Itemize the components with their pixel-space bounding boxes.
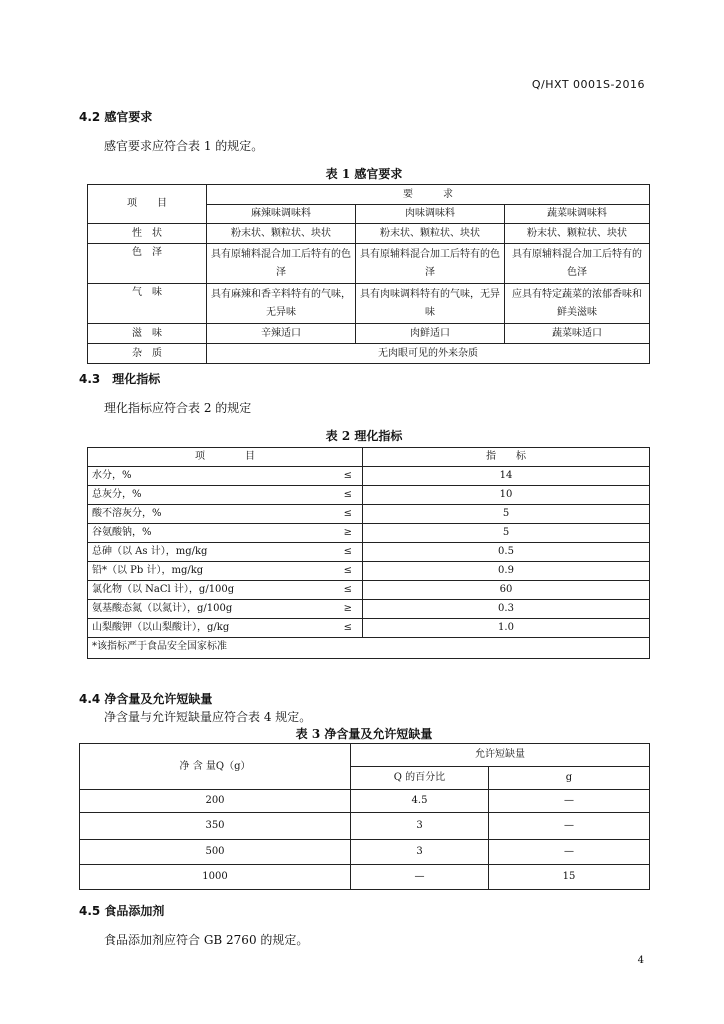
section-4-3-text: 理化指标应符合表 2 的规定 bbox=[104, 401, 252, 415]
comparison-symbol: ≤ bbox=[343, 622, 352, 633]
table-cell: — bbox=[489, 790, 650, 813]
table-2-label-text: 氨基酸态氮（以氮计），g/100g bbox=[92, 603, 233, 614]
table-2-item-header: 项 目 bbox=[88, 448, 363, 467]
table-2-value-header: 指 标 bbox=[363, 448, 650, 467]
table-cell: 粉末状、颗粒状、块状 bbox=[505, 224, 650, 244]
table-2-label-text: 总灰分，% bbox=[92, 489, 142, 500]
table-row bbox=[88, 486, 650, 505]
table-2-physicochemical bbox=[87, 447, 650, 659]
table-1-col-header: 蔬菜味调味料 bbox=[505, 205, 650, 224]
section-4-4-text: 净含量与允许短缺量应符合表 4 规定。 bbox=[104, 710, 312, 724]
table-cell: 4.5 bbox=[351, 790, 489, 813]
table-cell: 具有麻辣和香辛料特有的气味，无异味 bbox=[207, 284, 356, 324]
table-row bbox=[88, 543, 650, 562]
table-cell: 3 bbox=[351, 813, 489, 840]
table-row bbox=[80, 790, 650, 813]
table-2-note: *该指标严于食品安全国家标准 bbox=[88, 638, 650, 659]
table-row bbox=[88, 600, 650, 619]
table-2-label bbox=[88, 486, 363, 505]
table-3-net-content bbox=[79, 743, 650, 890]
table-2-value: 5 bbox=[363, 505, 650, 524]
table-cell: 无肉眼可见的外来杂质 bbox=[207, 344, 650, 364]
section-4-2-title: 4.2 感官要求 bbox=[79, 110, 153, 124]
table-2-label bbox=[88, 524, 363, 543]
table-row bbox=[88, 505, 650, 524]
table-cell: 具有原辅料混合加工后特有的色泽 bbox=[356, 244, 505, 284]
table-cell: 肉鲜适口 bbox=[356, 324, 505, 344]
table-2-value: 1.0 bbox=[363, 619, 650, 638]
table-2-label bbox=[88, 543, 363, 562]
table-cell: 粉末状、颗粒状、块状 bbox=[207, 224, 356, 244]
table-cell: 500 bbox=[80, 840, 351, 865]
table-2-label bbox=[88, 600, 363, 619]
table-1-caption: 表 1 感官要求 bbox=[325, 167, 403, 181]
table-1-row-item: 色 泽 bbox=[88, 244, 207, 284]
table-2-label bbox=[88, 467, 363, 486]
table-row bbox=[88, 224, 650, 244]
table-cell: 应具有特定蔬菜的浓郁香味和鲜美滋味 bbox=[505, 284, 650, 324]
table-2-label-text: 酸不溶灰分，% bbox=[92, 508, 162, 519]
table-row bbox=[88, 467, 650, 486]
table-1-req-header: 要 求 bbox=[207, 185, 650, 205]
comparison-symbol: ≤ bbox=[343, 584, 352, 595]
table-2-label bbox=[88, 562, 363, 581]
table-row bbox=[88, 324, 650, 344]
table-cell: 粉末状、颗粒状、块状 bbox=[356, 224, 505, 244]
page-number: 4 bbox=[637, 955, 644, 966]
table-2-value: 0.9 bbox=[363, 562, 650, 581]
table-2-label bbox=[88, 619, 363, 638]
table-3-col-header: Q 的百分比 bbox=[351, 767, 489, 790]
table-2-label bbox=[88, 505, 363, 524]
table-1-col-header: 麻辣味调味料 bbox=[207, 205, 356, 224]
section-4-5-text: 食品添加剂应符合 GB 2760 的规定。 bbox=[104, 933, 309, 947]
table-2-label-text: 山梨酸钾（以山梨酸计），g/kg bbox=[92, 622, 230, 633]
table-row bbox=[88, 562, 650, 581]
table-row bbox=[88, 581, 650, 600]
table-cell: 具有原辅料混合加工后特有的色泽 bbox=[505, 244, 650, 284]
table-row bbox=[88, 619, 650, 638]
section-4-4-title: 4.4 净含量及允许短缺量 bbox=[79, 692, 213, 706]
table-2-value: 14 bbox=[363, 467, 650, 486]
table-row bbox=[80, 840, 650, 865]
comparison-symbol: ≤ bbox=[343, 565, 352, 576]
table-cell: 350 bbox=[80, 813, 351, 840]
table-3-caption: 表 3 净含量及允许短缺量 bbox=[295, 727, 433, 741]
table-cell: 具有原辅料混合加工后特有的色泽 bbox=[207, 244, 356, 284]
document-id: Q/HXT 0001S-2016 bbox=[531, 78, 645, 91]
table-1-row-item: 性 状 bbox=[88, 224, 207, 244]
table-3-group-header: 允许短缺量 bbox=[351, 744, 650, 767]
table-row bbox=[80, 813, 650, 840]
table-2-caption: 表 2 理化指标 bbox=[325, 429, 403, 443]
table-cell: 辛辣适口 bbox=[207, 324, 356, 344]
table-3-item-header: 净 含 量Q（g） bbox=[80, 744, 351, 790]
table-1-col-header: 肉味调味料 bbox=[356, 205, 505, 224]
comparison-symbol: ≤ bbox=[343, 546, 352, 557]
table-2-value: 5 bbox=[363, 524, 650, 543]
table-2-label-text: 谷氨酸钠，% bbox=[92, 527, 152, 538]
section-4-3-title: 4.3 理化指标 bbox=[79, 372, 161, 386]
table-row bbox=[80, 865, 650, 890]
table-1-row-item: 杂 质 bbox=[88, 344, 207, 364]
table-2-value: 0.3 bbox=[363, 600, 650, 619]
table-2-value: 0.5 bbox=[363, 543, 650, 562]
table-row bbox=[88, 524, 650, 543]
table-2-label-text: 铅*（以 Pb 计），mg/kg bbox=[92, 565, 204, 576]
table-cell: 200 bbox=[80, 790, 351, 813]
table-cell: 3 bbox=[351, 840, 489, 865]
table-1-row-item: 气 味 bbox=[88, 284, 207, 324]
table-cell: 1000 bbox=[80, 865, 351, 890]
table-row bbox=[88, 284, 650, 324]
table-2-label-text: 氯化物（以 NaCl 计），g/100g bbox=[92, 584, 235, 595]
comparison-symbol: ≤ bbox=[343, 508, 352, 519]
table-1-row-item: 滋 味 bbox=[88, 324, 207, 344]
table-2-label-text: 水分，% bbox=[92, 470, 132, 481]
table-cell: 蔬菜味适口 bbox=[505, 324, 650, 344]
comparison-symbol: ≤ bbox=[343, 489, 352, 500]
comparison-symbol: ≥ bbox=[343, 527, 352, 538]
table-2-value: 10 bbox=[363, 486, 650, 505]
comparison-symbol: ≥ bbox=[343, 603, 352, 614]
comparison-symbol: ≤ bbox=[343, 470, 352, 481]
section-4-2-text: 感官要求应符合表 1 的规定。 bbox=[104, 139, 264, 153]
table-cell: — bbox=[489, 840, 650, 865]
table-cell: — bbox=[489, 813, 650, 840]
table-3-col-header: g bbox=[489, 767, 650, 790]
table-row bbox=[88, 344, 650, 364]
table-cell: 15 bbox=[489, 865, 650, 890]
section-4-5-title: 4.5 食品添加剂 bbox=[79, 904, 165, 918]
table-2-label-text: 总砷（以 As 计），mg/kg bbox=[92, 546, 208, 557]
table-1-sensory bbox=[87, 184, 650, 364]
table-1-item-header: 项 目 bbox=[88, 185, 207, 224]
table-2-value: 60 bbox=[363, 581, 650, 600]
table-2-label bbox=[88, 581, 363, 600]
table-cell: 具有肉味调料特有的气味，无异味 bbox=[356, 284, 505, 324]
table-row bbox=[88, 244, 650, 284]
table-cell: — bbox=[351, 865, 489, 890]
